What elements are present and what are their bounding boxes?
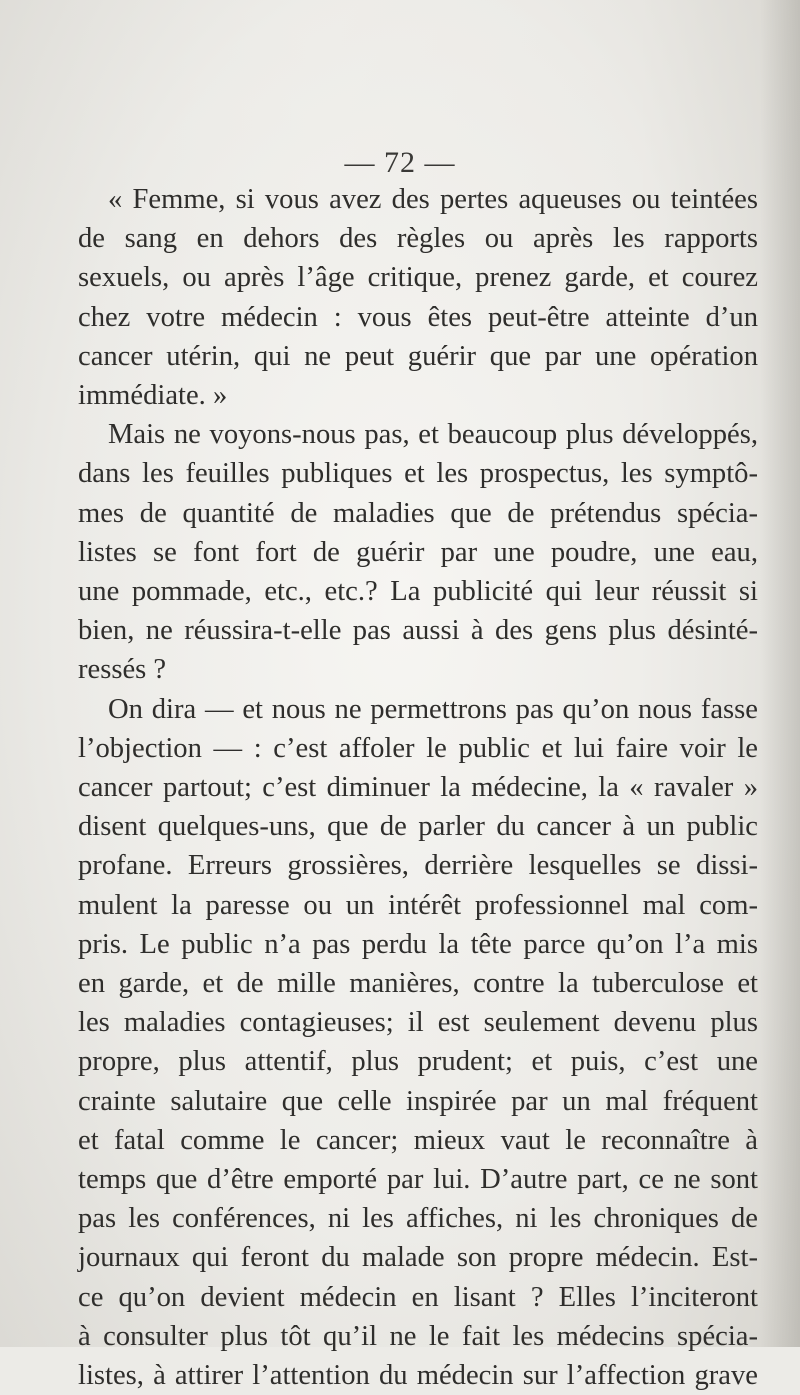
paragraph [78,180,758,415]
text-line: et fatal comme le cancer; mieux vaut le reconnaître à [78,1124,758,1156]
text-line: mulent la paresse ou un intérêt professionnel mal com- [78,889,758,921]
body-text [78,180,758,1395]
text-line: cancer utérin, qui ne peut guérir que par une opération [78,340,758,372]
page-edge-shadow [760,0,800,1347]
text-line: listes, à attirer l’attention du médecin sur l’affection grave [78,1360,758,1392]
text-line: de sang en dehors des règles ou après les rapports [78,223,758,255]
text-line: mes de quantité de maladies que de prétendus spécia- [78,497,758,529]
text-line: crainte salutaire que celle inspirée par un mal fréquent [78,1085,758,1117]
text-line: une pommade, etc., etc.? La publicité qui leur réussit si [78,576,758,608]
text-line: sexuels, ou après l’âge critique, prenez garde, et courez [78,262,758,294]
text-line: On dira — et nous ne permettrons pas qu’on nous fasse [108,693,758,725]
text-line: chez votre médecin : vous êtes peut-être atteinte d’un [78,301,758,333]
text-line: propre, plus attentif, plus prudent; et puis, c’est une [78,1046,758,1078]
text-line: l’objection — : c’est affoler le public et lui faire voir le [78,732,758,764]
text-line: cancer partout; c’est diminuer la médecine, la « ravaler » [78,772,758,804]
text-line: dans les feuilles publiques et les prospectus, les symptô- [78,458,758,490]
text-line: à consulter plus tôt qu’il ne le fait les médecins spécia- [78,1320,758,1352]
text-line: journaux qui feront du malade son propre médecin. Est- [78,1242,758,1274]
text-line: profane. Erreurs grossières, derrière lesquelles se dissi- [78,850,758,882]
paragraph [78,415,758,689]
paragraph [78,690,758,1395]
text-line: ressés ? [78,654,167,686]
text-line: en garde, et de mille manières, contre la tuberculose et [78,968,758,1000]
text-line: disent quelques-uns, que de parler du cancer à un public [78,811,758,843]
text-line: Mais ne voyons-nous pas, et beaucoup plus développés, [108,419,758,451]
text-line: ce qu’on devient médecin en lisant ? Elles l’inciteront [78,1281,758,1313]
text-line: bien, ne réussira-t-elle pas aussi à des gens plus désinté- [78,615,758,647]
text-line: « Femme, si vous avez des pertes aqueuses ou teintées [108,184,758,215]
text-line: pris. Le public n’a pas perdu la tête parce qu’on l’a mis [78,928,758,960]
text-line: listes se font fort de guérir par une poudre, une eau, [78,536,758,568]
text-line: les maladies contagieuses; il est seulement devenu plus [78,1007,758,1039]
page-number: — 72 — [344,146,456,179]
text-line: temps que d’être emporté par lui. D’autre part, ce ne sont [78,1164,758,1196]
text-line: immédiate. » [78,380,228,412]
text-line: pas les conférences, ni les affiches, ni les chroniques de [78,1203,758,1235]
